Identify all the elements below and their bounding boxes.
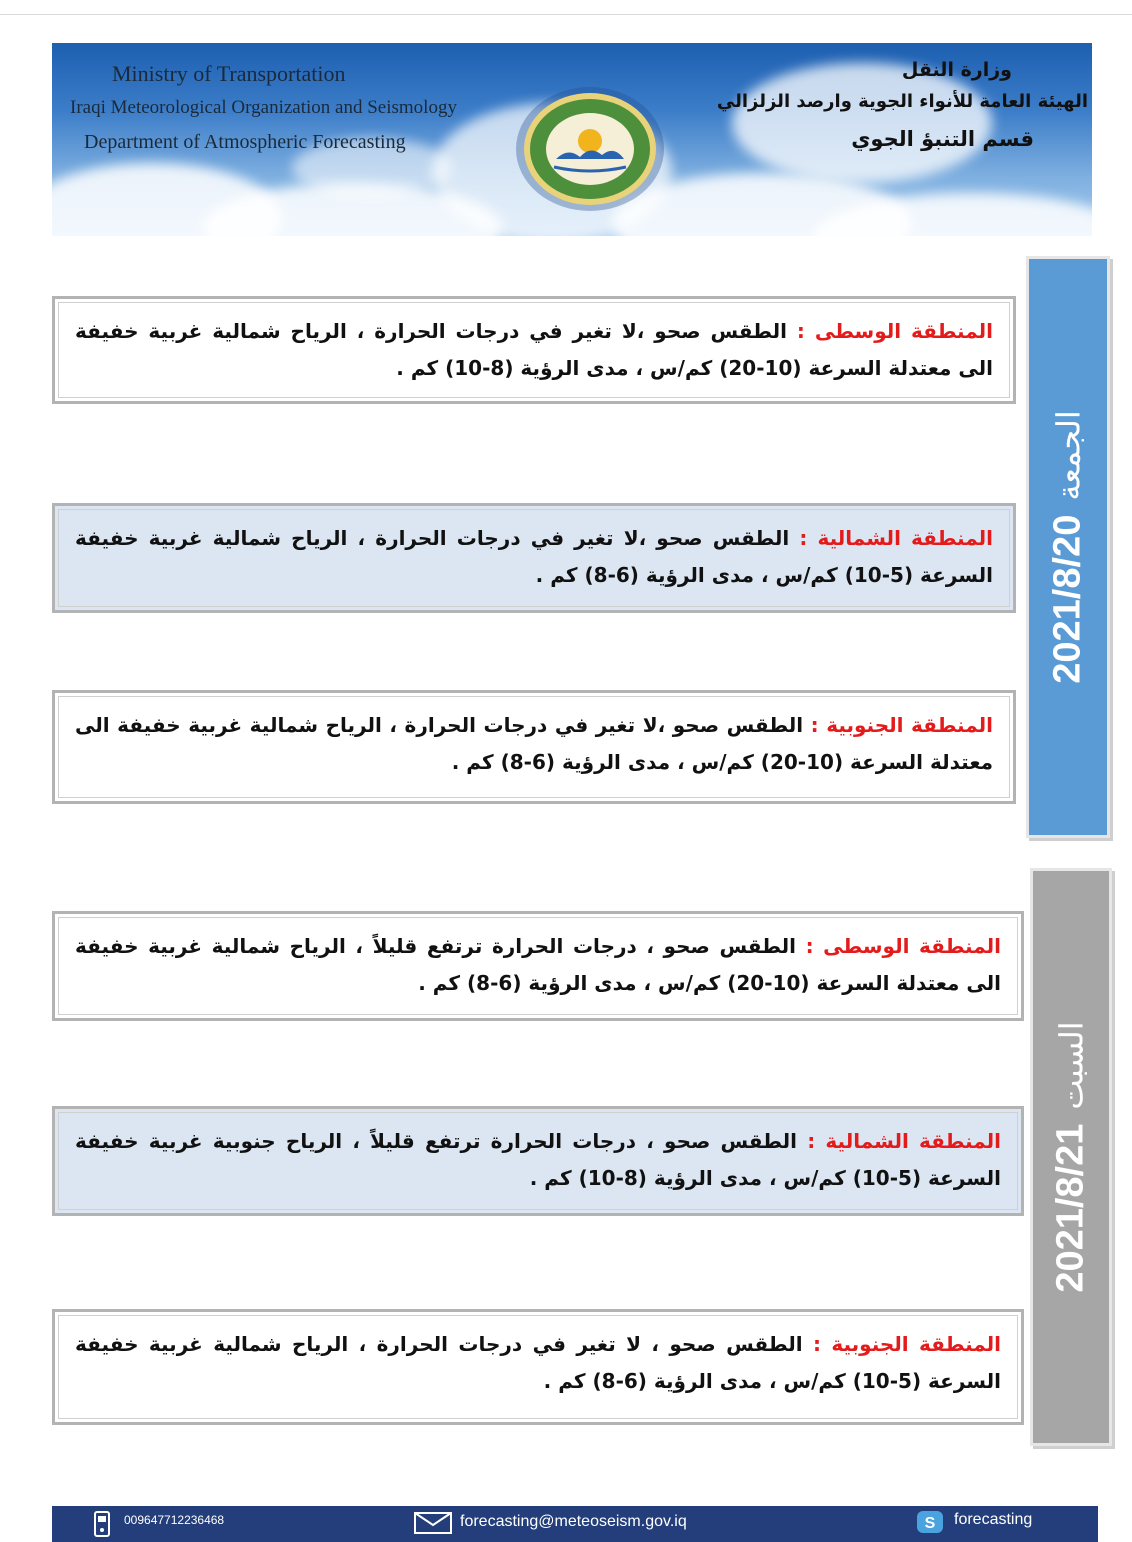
header-ar-ministry: وزارة النقل: [901, 59, 1012, 81]
date-label-friday: 2021/8/20: [1046, 514, 1089, 684]
forecast-box-saturday-north: [52, 1106, 1024, 1216]
forecast-text: الطقس صحو ، درجات الحرارة ترتفع قليلاً ، الرياح شمالية غربية خفيفة الى معتدلة السرعة (10-20) كم/س ، مدى الرؤية (6-8) كم .: [75, 934, 1001, 995]
forecast-text: الطقس صحو ،لا تغير في درجات الحرارة ، الرياح شمالية غربية خفيفة الى معتدلة السرعة (10-20) كم/س ، مدى الرؤية (8-10) كم .: [75, 319, 993, 380]
date-bar-friday: [1026, 256, 1110, 838]
contact-footer: [52, 1506, 1098, 1542]
skype-handle[interactable]: forecasting: [954, 1511, 1033, 1528]
header-ar-organization: الهيئة العامة للأنواء الجوية وارصد الزلزالي: [716, 91, 1088, 112]
forecast-box-friday-central: [52, 296, 1016, 404]
header-en-department: Department of Atmospheric Forecasting: [84, 131, 406, 153]
region-label-north: المنطقة الشمالية :: [799, 526, 993, 550]
day-name-saturday: السبت: [1053, 1021, 1090, 1110]
phone-icon: [92, 1510, 112, 1538]
skype-icon: [916, 1510, 946, 1534]
forecast-text: الطقس صحو ، لا تغير في درجات الحرارة ، الرياح شمالية غربية خفيفة السرعة (5-10) كم/س ، مدى الرؤية (6-8) كم .: [75, 1332, 1001, 1393]
day-name-friday: الجمعة: [1050, 410, 1087, 501]
region-label-south: المنطقة الجنوبية :: [810, 713, 993, 737]
date-bar-saturday: [1030, 868, 1112, 1446]
date-label-saturday: 2021/8/21: [1049, 1123, 1092, 1293]
header-en-organization: Iraqi Meteorological Organization and Seismology: [70, 97, 457, 118]
phone-number[interactable]: 009647712236468: [124, 1513, 225, 1527]
email-icon: [414, 1512, 452, 1534]
top-divider: [0, 14, 1132, 15]
region-label-south: المنطقة الجنوبية :: [812, 1332, 1002, 1356]
svg-text:S: S: [924, 1515, 936, 1532]
organization-logo: [510, 83, 670, 215]
header-en-ministry: Ministry of Transportation: [112, 61, 346, 86]
footer-phone: [92, 1514, 224, 1538]
forecast-text: الطقس صحو ، درجات الحرارة ترتفع قليلاً ، الرياح جنوبية غربية خفيفة السرعة (5-10) كم/س ، مدى الرؤية (8-10) كم .: [75, 1129, 1001, 1190]
forecast-text: الطقس صحو ،لا تغير في درجات الحرارة ، الرياح شمالية غربية خفيفة الى معتدلة السرعة (10-20) كم/س ، مدى الرؤية (6-8) كم .: [75, 713, 993, 774]
forecast-box-saturday-south: [52, 1309, 1024, 1425]
header-ar-department: قسم التنبؤ الجوي: [851, 127, 1034, 151]
footer-skype: [916, 1512, 1032, 1534]
header-banner: [52, 43, 1092, 236]
forecast-box-saturday-central: [52, 911, 1024, 1021]
forecast-box-friday-north: [52, 503, 1016, 613]
region-label-central: المنطقة الوسطى :: [796, 319, 993, 343]
footer-email: [414, 1514, 687, 1534]
forecast-box-friday-south: [52, 690, 1016, 804]
forecast-text: الطقس صحو ،لا تغير في درجات الحرارة ، الرياح شمالية غربية خفيفة السرعة (5-10) كم/س ، مدى الرؤية (6-8) كم .: [75, 526, 993, 587]
email-address[interactable]: forecasting@meteoseism.gov.iq: [460, 1513, 687, 1530]
region-label-central: المنطقة الوسطى :: [805, 934, 1001, 958]
region-label-north: المنطقة الشمالية :: [807, 1129, 1001, 1153]
